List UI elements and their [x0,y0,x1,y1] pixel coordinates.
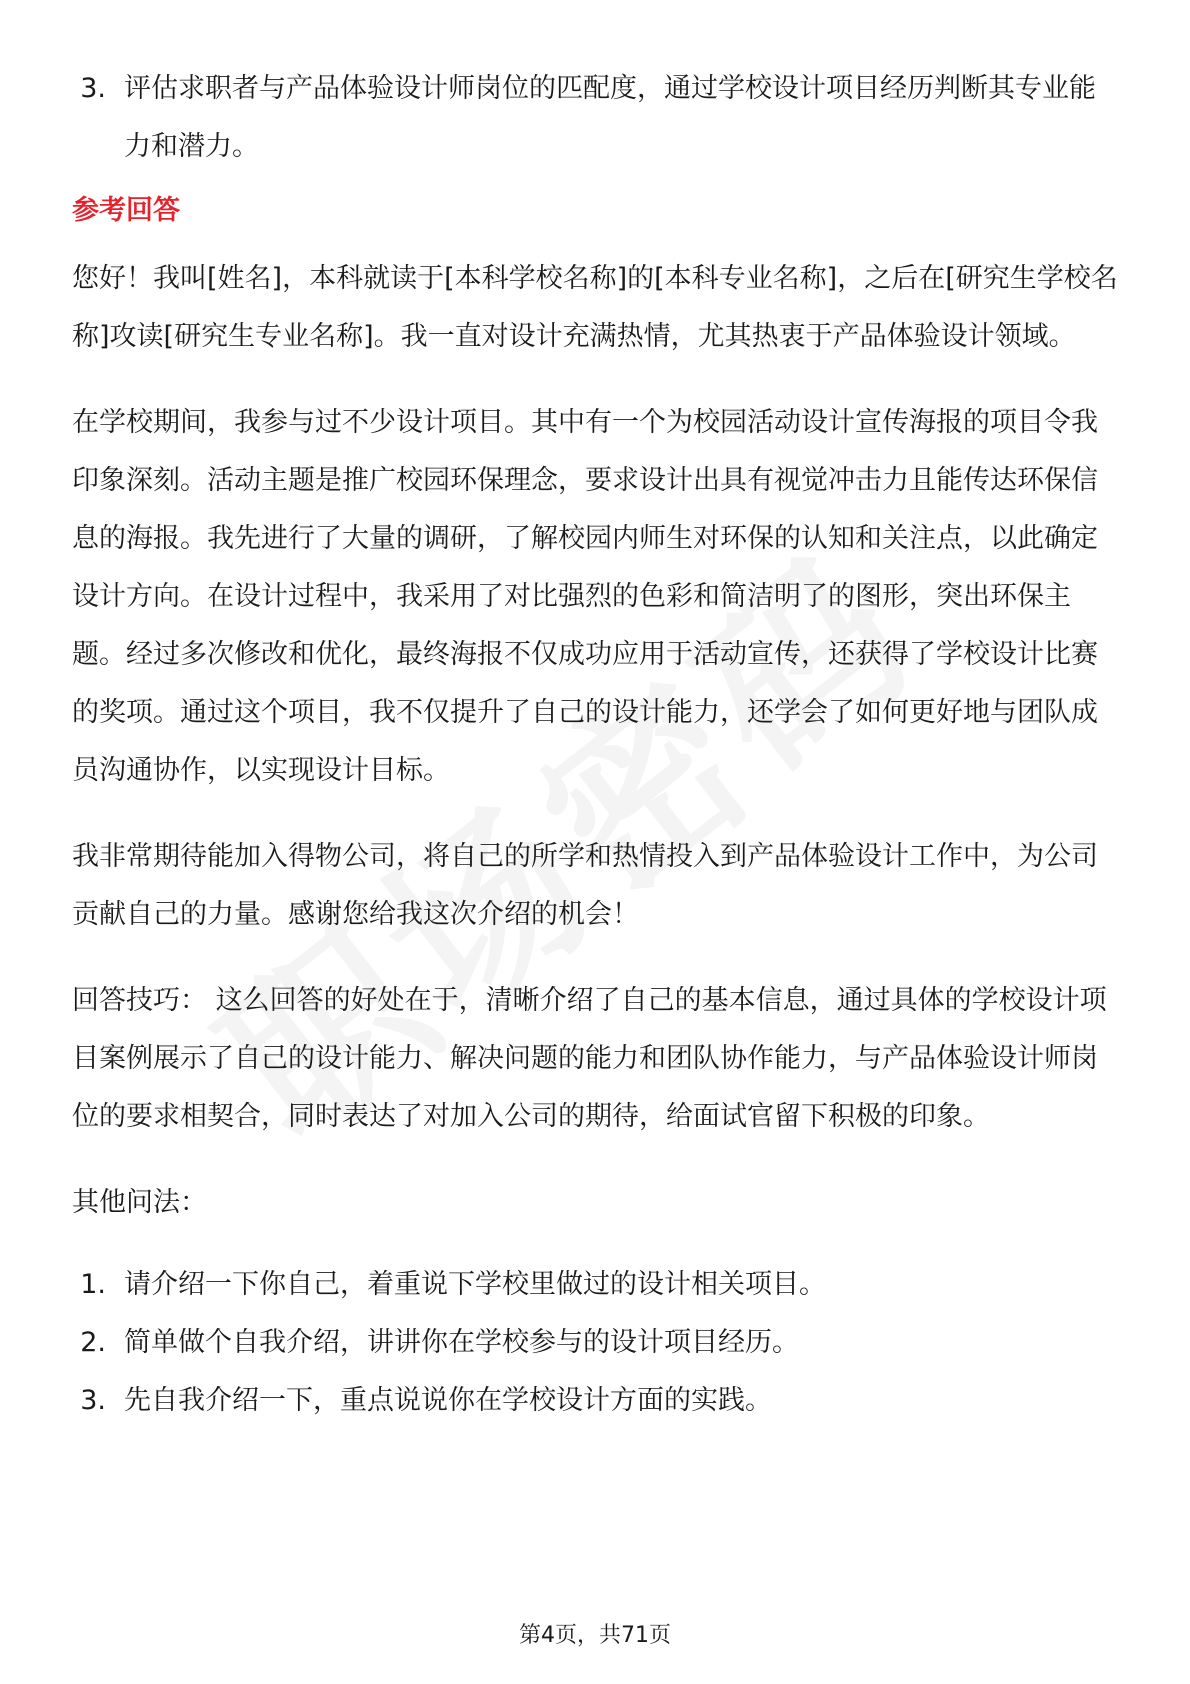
reference-answer-heading: 参考回答 [72,195,180,226]
answer-tips-paragraph: 回答技巧： 这么回答的好处在于，清晰介绍了自己的基本信息，通过具体的学校设计项目案例展示了自己的设计能力、解决问题的能力和团队协作能力，与产品体验设计师岗位的要求相契合，同时表达了对加入公司的期待，给面试官留下积极的印象。 [72,985,1107,1132]
page-footer: 第4页，共71页 [519,1623,671,1648]
list-text: 先自我介绍一下，重点说说你在学校设计方面的实践。 [124,1385,772,1416]
other-questions-list [72,1256,1122,1430]
list-text: 评估求职者与产品体验设计师岗位的匹配度，通过学校设计项目经历判断其专业能力和潜力。 [124,73,1096,162]
answer-paragraph-closing: 我非常期待能加入得物公司，将自己的所学和热情投入到产品体验设计工作中，为公司贡献自己的力量。感谢您给我这次介绍的机会！ [72,841,1098,930]
answer-paragraph-project: 在学校期间，我参与过不少设计项目。其中有一个为校园活动设计宣传海报的项目令我印象深刻。活动主题是推广校园环保理念，要求设计出具有视觉冲击力且能传达环保信息的海报。我先进行了大量的调研，了解校园内师生对环保的认知和关注点，以此确定设计方向。在设计过程中，我采用了对比强烈的色彩和简洁明了的图形，突出环保主题。经过多次修改和优化，最终海报不仅成功应用于活动宣传，还获得了学校设计比赛的奖项。通过这个项目，我不仅提升了自己的设计能力，还学会了如何更好地与团队成员沟通协作，以实现设计目标。 [72,407,1098,786]
list-item [72,1256,1122,1314]
list-number: 1. [80,1269,106,1300]
document-body [72,60,1122,1430]
list-item [72,1314,1122,1372]
list-text: 请介绍一下你自己，着重说下学校里做过的设计相关项目。 [124,1269,826,1300]
answer-paragraph-intro: 您好！我叫[姓名]，本科就读于[本科学校名称]的[本科专业名称]，之后在[研究生学校名称]攻读[研究生专业名称]。我一直对设计充满热情，尤其热衷于产品体验设计领域。 [72,263,1118,352]
intro-list [72,60,1122,176]
list-number: 3. [80,1385,106,1416]
list-text: 简单做个自我介绍，讲讲你在学校参与的设计项目经历。 [124,1327,799,1358]
list-number: 2. [80,1327,106,1358]
list-number: 3. [80,73,106,104]
list-item [72,60,1122,176]
list-item [72,1372,1122,1430]
other-questions-label: 其他问法： [72,1187,207,1218]
